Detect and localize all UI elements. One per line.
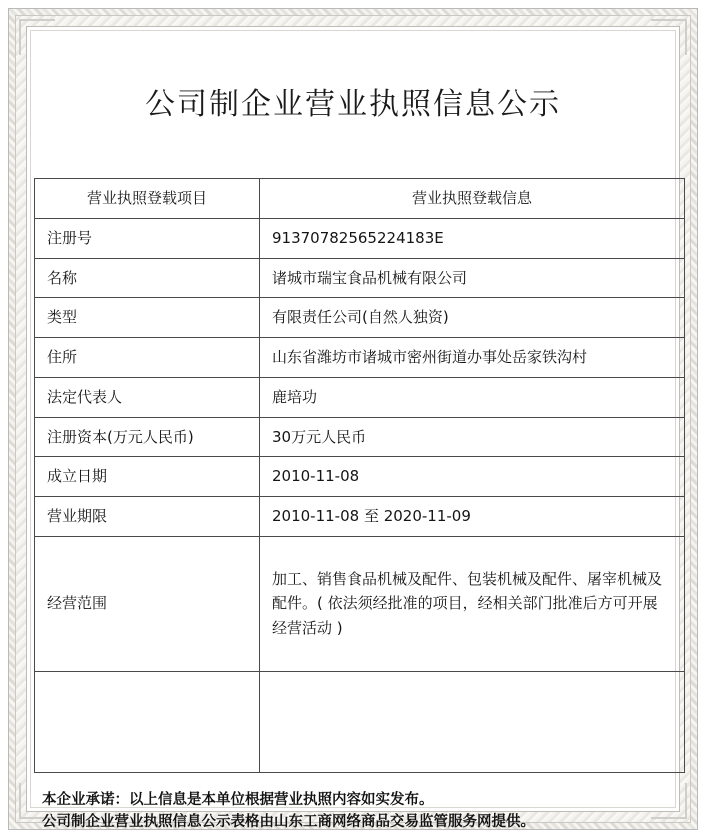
row-value-establishment-date: 2010-11-08 bbox=[260, 457, 685, 497]
row-value-company-name: 诸城市瑞宝食品机械有限公司 bbox=[260, 258, 685, 298]
row-value-legal-representative: 鹿培功 bbox=[260, 377, 685, 417]
empty-cell-value bbox=[260, 671, 685, 772]
row-label-registered-capital: 注册资本(万元人民币) bbox=[35, 417, 260, 457]
row-label-registration-number: 注册号 bbox=[35, 218, 260, 258]
business-license-table bbox=[34, 178, 685, 773]
row-label-business-scope: 经营范围 bbox=[35, 536, 260, 671]
row-label-company-type: 类型 bbox=[35, 298, 260, 338]
row-value-registered-capital: 30万元人民币 bbox=[260, 417, 685, 457]
row-value-company-type: 有限责任公司(自然人独资) bbox=[260, 298, 685, 338]
table-header-row bbox=[35, 179, 685, 219]
table-row bbox=[35, 338, 685, 378]
row-label-legal-representative: 法定代表人 bbox=[35, 377, 260, 417]
table-row bbox=[35, 536, 685, 671]
table-row bbox=[35, 497, 685, 537]
table-header-label: 营业执照登载项目 bbox=[35, 179, 260, 219]
row-label-company-name: 名称 bbox=[35, 258, 260, 298]
table-row bbox=[35, 457, 685, 497]
table-row bbox=[35, 258, 685, 298]
footer-line-1: 本企业承诺：以上信息是本单位根据营业执照内容如实发布。 bbox=[42, 791, 434, 808]
row-value-address: 山东省潍坊市诸城市密州街道办事处岳家铁沟村 bbox=[260, 338, 685, 378]
row-value-registration-number: 91370782565224183E bbox=[260, 218, 685, 258]
footer-note bbox=[42, 789, 672, 834]
table-row bbox=[35, 377, 685, 417]
table-empty-row bbox=[35, 671, 685, 772]
empty-cell-label bbox=[35, 671, 260, 772]
table-row bbox=[35, 417, 685, 457]
row-label-business-term: 营业期限 bbox=[35, 497, 260, 537]
footer-line-2: 公司制企业营业执照信息公示表格由山东工商网络商品交易监管服务网提供。 bbox=[42, 814, 535, 831]
document-content bbox=[34, 34, 672, 831]
table-row bbox=[35, 298, 685, 338]
page-title: 公司制企业营业执照信息公示 bbox=[145, 87, 561, 122]
row-label-establishment-date: 成立日期 bbox=[35, 457, 260, 497]
row-value-business-term: 2010-11-08 至 2020-11-09 bbox=[260, 497, 685, 537]
row-label-address: 住所 bbox=[35, 338, 260, 378]
row-value-business-scope: 加工、销售食品机械及配件、包装机械及配件、屠宰机械及配件。( 依法须经批准的项目，经相关部门批准后方可开展经营活动 ) bbox=[260, 536, 685, 671]
table-header-value: 营业执照登载信息 bbox=[260, 179, 685, 219]
table-row bbox=[35, 218, 685, 258]
